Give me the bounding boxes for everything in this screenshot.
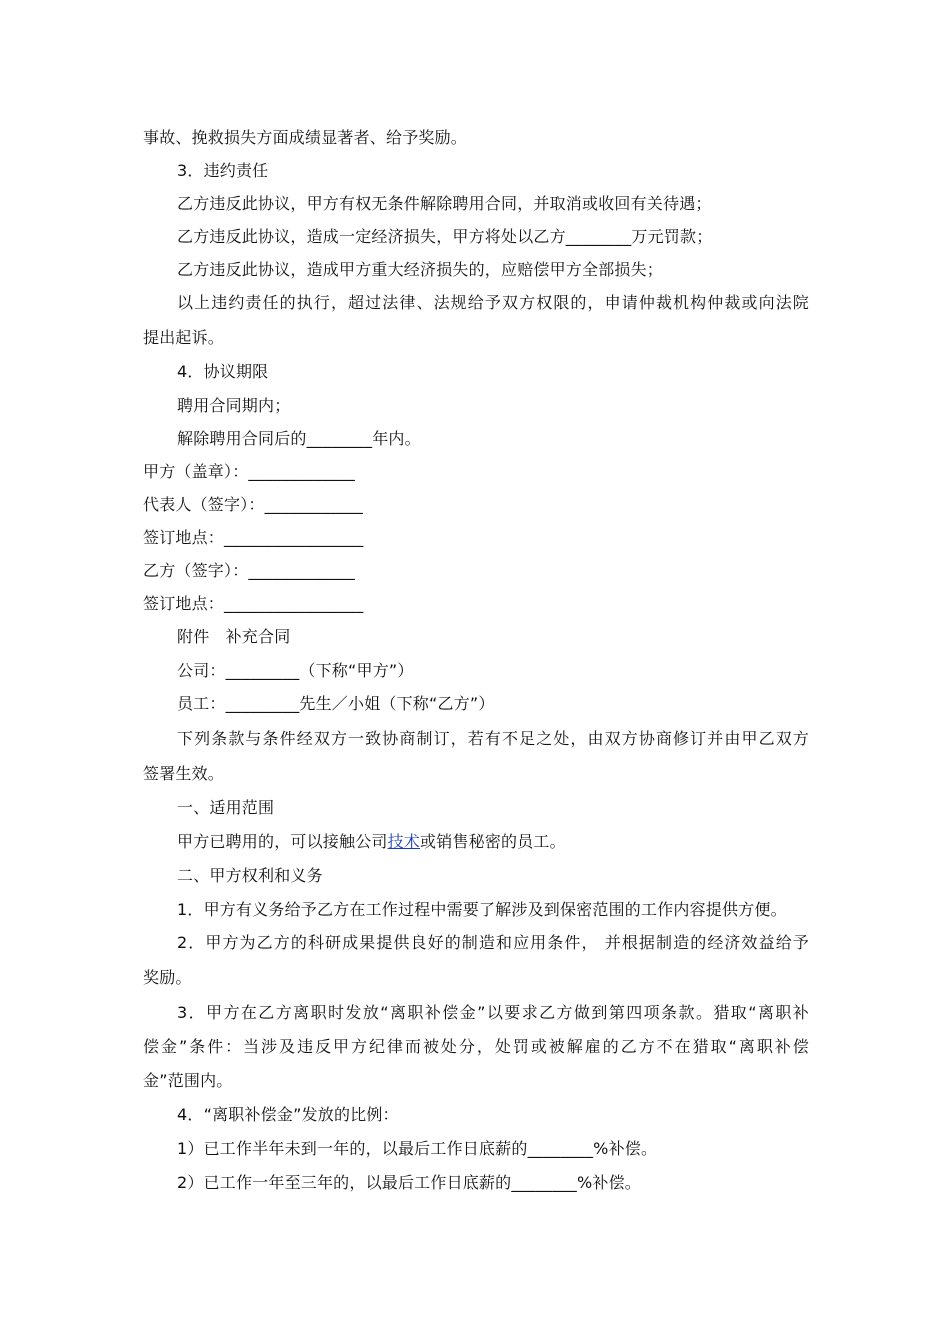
paragraph-line: 签署生效。: [143, 764, 225, 783]
paragraph-line: 聘用合同期内；: [177, 396, 291, 415]
appendix-title: 附件 补充合同: [177, 627, 291, 646]
technology-link[interactable]: 技术: [387, 832, 421, 851]
paragraph-line: 4．“离职补偿金”发放的比例：: [177, 1105, 399, 1124]
paragraph-line: 乙方违反此协议，甲方有权无条件解除聘用合同，并取消或收回有关待遇；: [177, 194, 712, 213]
paragraph-text: 或销售秘密的员工。: [420, 832, 566, 851]
paragraph-line: 1）已工作半年未到一年的，以最后工作日底薪的________%补偿。: [177, 1139, 658, 1158]
section-heading-term: 4．协议期限: [177, 362, 269, 381]
employee-line: 员工：_________先生／小姐（下称“乙方”）: [177, 694, 495, 713]
signing-place-a: 签订地点：_________________: [143, 528, 364, 547]
section-heading-rights: 二、甲方权利和义务: [177, 866, 323, 885]
paragraph-line: 偿金”条件：当涉及违反甲方纪律而被处分，处罚或被解雇的乙方不在猎取“离职补偿: [143, 1037, 809, 1056]
company-line: 公司：_________（下称“甲方”）: [177, 661, 414, 680]
paragraph-line: 乙方违反此协议，造成一定经济损失，甲方将处以乙方________万元罚款；: [177, 227, 713, 246]
signature-party-b: 乙方（签字）：_____________: [143, 561, 356, 580]
paragraph-text: 甲方已聘用的，可以接触公司: [177, 832, 388, 851]
paragraph-line: 解除聘用合同后的________年内。: [177, 429, 421, 448]
signing-place-b: 签订地点：_________________: [143, 594, 364, 613]
paragraph-line: 3．甲方在乙方离职时发放“离职补偿金”以要求乙方做到第四项条款。猎取“离职补: [177, 1003, 809, 1022]
paragraph-line: 提出起诉。: [143, 328, 225, 347]
paragraph-line: 以上违约责任的执行，超过法律、法规给予双方权限的，申请仲裁机构仲裁或向法院: [177, 293, 809, 312]
paragraph-line: 下列条款与条件经双方一致协商制订，若有不足之处，由双方协商修订并由甲乙双方: [177, 729, 809, 748]
paragraph-line: 金”范围内。: [143, 1071, 233, 1090]
section-heading-scope: 一、适用范围: [177, 798, 275, 817]
paragraph-line: 2）已工作一年至三年的，以最后工作日底薪的________%补偿。: [177, 1173, 641, 1192]
signature-representative: 代表人（签字）：____________: [143, 495, 364, 514]
section-heading-breach: 3．违约责任: [177, 161, 269, 180]
signature-party-a: 甲方（盖章）：_____________: [143, 462, 356, 481]
paragraph-line: [177, 832, 566, 852]
paragraph-line: 1．甲方有义务给予乙方在工作过程中需要了解涉及到保密范围的工作内容提供方便。: [177, 900, 787, 919]
paragraph-line: 事故、挽救损失方面成绩显著者、给予奖励。: [143, 128, 468, 147]
paragraph-line: 乙方违反此协议，造成甲方重大经济损失的，应赔偿甲方全部损失；: [177, 260, 664, 279]
paragraph-line: 2．甲方为乙方的科研成果提供良好的制造和应用条件， 并根据制造的经济效益给予: [177, 933, 809, 952]
paragraph-line: 奖励。: [143, 968, 192, 987]
